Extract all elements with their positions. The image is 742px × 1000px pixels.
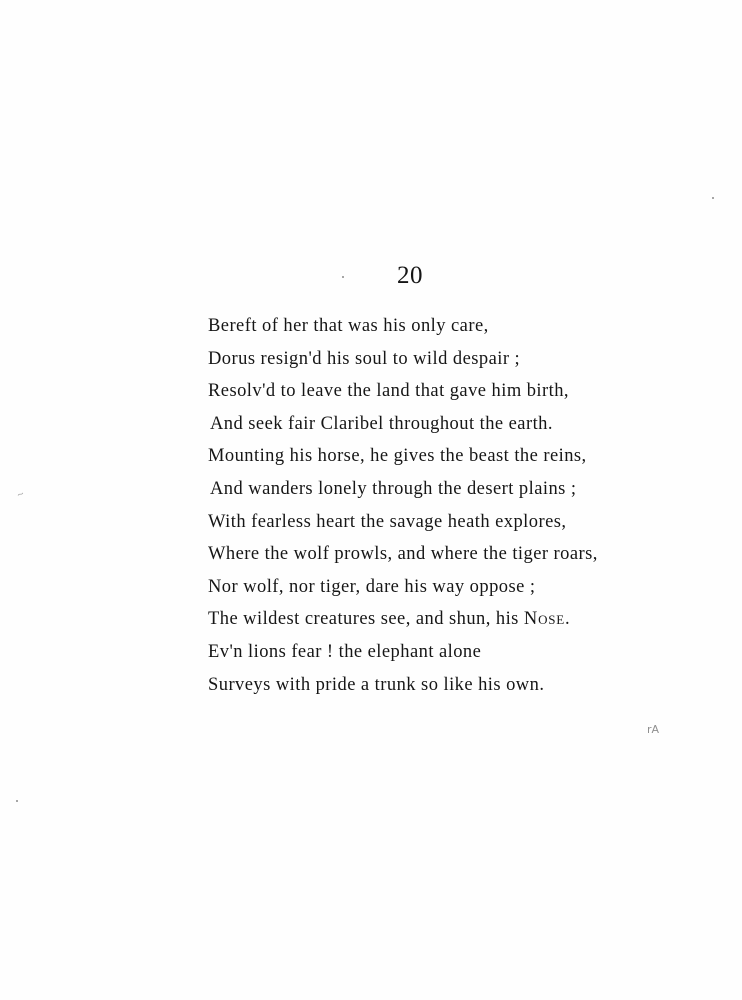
poem-line-2: Dorus resign'd his soul to wild despair ; xyxy=(208,348,521,369)
poem-line-1: Bereft of her that was his only care, xyxy=(208,316,489,336)
poem-line-11: Ev'n lions fear ! the elephant alone xyxy=(208,641,482,662)
poem-line-8: Where the wolf prowls, and where the tiger roars, xyxy=(208,544,598,565)
poem-line-10 xyxy=(208,603,598,636)
ink-speck xyxy=(712,197,714,199)
poem-line-4: And seek fair Claribel throughout the earth. xyxy=(210,413,553,434)
ink-speck xyxy=(16,800,18,802)
margin-mark-left: ~ xyxy=(15,489,27,501)
poem-stanza xyxy=(208,310,598,701)
margin-mark-right: rA xyxy=(647,723,660,736)
poem-line-3: Resolv'd to leave the land that gave him birth, xyxy=(208,381,569,402)
poem-line-10-end: . xyxy=(565,609,571,630)
poem-line-5: Mounting his horse, he gives the beast the reins, xyxy=(208,446,587,467)
poem-line-9: Nor wolf, nor tiger, dare his way oppose ; xyxy=(208,576,536,597)
ink-speck xyxy=(342,276,344,278)
poem-line-6: And wanders lonely through the desert plains ; xyxy=(210,478,577,499)
poem-line-10-text: The wildest creatures see, and shun, his xyxy=(208,609,524,630)
poem-line-7: With fearless heart the savage heath explores, xyxy=(208,511,567,532)
page-number: 20 xyxy=(397,262,423,289)
emphasis-word: Nose xyxy=(523,609,566,630)
poem-line-12: Surveys with pride a trunk so like his own. xyxy=(208,674,545,695)
